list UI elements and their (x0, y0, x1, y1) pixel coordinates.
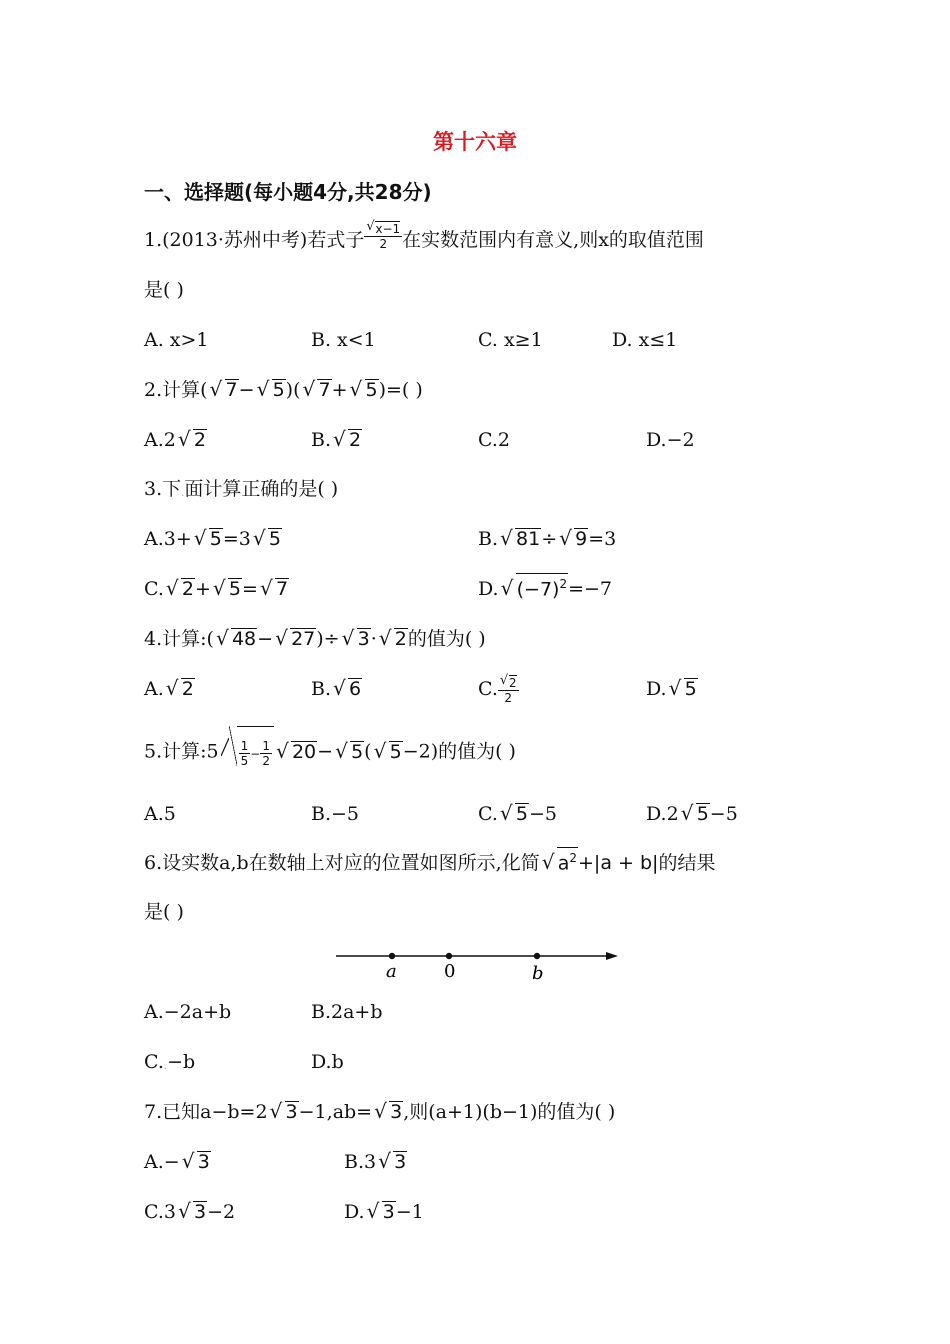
q5-option-c[interactable] (478, 796, 557, 832)
q5-option-d[interactable] (646, 796, 738, 832)
question-2-stem (144, 372, 423, 408)
q5-minus: − (317, 740, 334, 763)
number-line-figure (336, 945, 626, 985)
q3-b-radical-2: √ 9 (559, 521, 588, 557)
q6-c-pre: C. (144, 1051, 164, 1073)
number-line-arrow (606, 952, 618, 960)
q1-fraction (364, 222, 402, 251)
q4-radical-3: √ 3 (342, 621, 371, 657)
q2-radical-3: √ 7 (302, 372, 331, 408)
question-3-stem (144, 471, 338, 507)
q5-radical-1: √ 20 (276, 727, 317, 777)
q6-option-d[interactable]: D.b (311, 1051, 344, 1073)
q1-option-c[interactable]: C. x≥1 (478, 329, 543, 351)
q4-a-pre: A. (144, 678, 164, 700)
q7-mid: −1,ab= (298, 1101, 373, 1123)
page-title: 第十六章 (433, 130, 517, 154)
q4-b-radical: √ 6 (333, 671, 362, 707)
q2-a-pre: A.2 (144, 429, 176, 451)
q5-paren: ( (364, 740, 372, 763)
q4-suffix: 的值为( ) (407, 628, 486, 650)
q5-option-b[interactable]: B.−5 (311, 803, 360, 825)
q5-option-a[interactable]: A.5 (144, 803, 176, 825)
q6-option-b[interactable]: B.2a+b (311, 1001, 383, 1023)
q6-radical (542, 845, 578, 881)
q2-plus: + (331, 379, 348, 401)
q2-prefix: 2.计算( (144, 379, 208, 401)
q5-big-radical: $\frac{1}{5}$ − $\frac{1}{2}$ (219, 726, 274, 779)
q6-suffix: 的结果 (658, 852, 716, 874)
q6-c-body: −b (167, 1051, 196, 1073)
q5-d-pre: D.2 (646, 803, 679, 825)
q4-dot: · (370, 628, 377, 650)
q4-prefix: 4.计算:( (144, 628, 214, 650)
q3-a-pre: A.3+ (144, 528, 192, 550)
q5-fraction-1: $\frac{1}{5}$ (240, 738, 249, 768)
q1-option-b[interactable]: B. x<1 (311, 329, 376, 351)
q3-b-pre: B. (478, 528, 499, 550)
q7-a-radical: √ 3 (182, 1144, 211, 1180)
point-b (534, 953, 540, 959)
q1-suffix: 在实数范围内有意义,则x的取值范围 (402, 229, 704, 251)
q1-frac-num: x−1 (375, 222, 401, 236)
q7-radical-2: √ 3 (374, 1094, 403, 1130)
q6-option-c[interactable] (144, 1044, 195, 1080)
question-5-stem (144, 726, 516, 776)
q4-d-pre: D. (646, 678, 667, 700)
q1-prefix: 1.(2013·苏州中考)若式子 (144, 229, 365, 251)
q4-radical-1: √ 48 (216, 621, 257, 657)
q6-prefix: 6.设实数a,b在数轴上对应的位置如图所示,化简 (144, 852, 540, 874)
scan-mark-2: · (163, 1064, 168, 1075)
q7-d-pre: D. (344, 1201, 365, 1223)
q7-b-radical: √ 3 (378, 1144, 407, 1180)
q3-option-d[interactable] (478, 571, 612, 607)
q7-c-radical: √ 3 (178, 1194, 207, 1230)
q6-abs: +|a + b| (578, 852, 659, 874)
q7-c-pre: C.3 (144, 1201, 176, 1223)
q2-radical-1: √ 7 (210, 372, 239, 408)
q4-minus: − (257, 628, 274, 650)
q4-a-radical: √ 2 (166, 671, 195, 707)
question-6-line2: 是( ) (144, 901, 184, 923)
q7-suffix: ,则(a+1)(b−1)的值为( ) (403, 1101, 616, 1123)
q4-c-pre: C. (478, 678, 498, 700)
q3-c-pre: C. (144, 578, 164, 600)
q3-a-radical-2: √ 5 (253, 521, 282, 557)
q3-option-c[interactable] (144, 571, 289, 607)
q7-option-c[interactable] (144, 1194, 235, 1230)
q7-d-tail: −1 (395, 1201, 424, 1223)
q2-b-radical: √ 2 (333, 422, 362, 458)
q2-option-d[interactable]: D.−2 (646, 429, 695, 451)
q4-c-fraction (498, 676, 519, 705)
q5-c-pre: C. (478, 803, 498, 825)
q3-c-plus: + (195, 578, 211, 600)
axis-label-b: b (532, 963, 544, 984)
q3-c-radical-1: √ 2 (166, 571, 195, 607)
q3-d-eq: =−7 (568, 578, 613, 600)
q7-prefix: 7.已知a−b=2 (144, 1101, 268, 1123)
q5-suffix: −2)的值为( ) (402, 740, 516, 763)
q4-option-a[interactable] (144, 671, 195, 707)
q2-mid: )( (285, 379, 301, 401)
q4-option-c[interactable] (478, 666, 519, 712)
q5-fraction-2: $\frac{1}{2}$ (262, 738, 270, 768)
point-zero (446, 953, 452, 959)
q5-radical-3: √ 5 (374, 727, 403, 777)
q2-suffix: )=( ) (378, 379, 423, 401)
q3-option-a[interactable] (144, 521, 282, 557)
question-1-line2: 是( ) (144, 279, 184, 301)
q4-b-pre: B. (311, 678, 332, 700)
q7-a-pre: A.− (144, 1151, 180, 1173)
question-6-stem (144, 845, 715, 881)
q4-mid: )÷ (316, 628, 340, 650)
q7-option-a[interactable] (144, 1144, 211, 1180)
q4-option-b[interactable] (311, 671, 362, 707)
q7-d-radical: √ 3 (367, 1194, 396, 1230)
q6-exponent: 2 (569, 850, 577, 865)
q5-c-tail: −5 (529, 803, 558, 825)
q6-radicand: a (557, 852, 570, 874)
question-7-stem (144, 1094, 615, 1130)
q3-d-radical (501, 571, 568, 607)
q3-b-div: ÷ (541, 528, 558, 550)
q6-option-a[interactable]: A.−2a+b (144, 1001, 232, 1023)
q5-d-radical: √ 5 (681, 796, 710, 832)
q2-radical-4: √ 5 (350, 372, 379, 408)
q3-a-eq: =3 (222, 528, 251, 550)
q5-radical-2: √ 5 (335, 727, 364, 777)
q4-radical-2: √ 27 (275, 621, 316, 657)
question-1-stem (144, 222, 704, 258)
q1-option-a[interactable]: A. x>1 (144, 329, 209, 351)
q1-option-d[interactable]: D. x≤1 (612, 329, 678, 351)
q3-c-radical-3: √ 7 (260, 571, 289, 607)
q3-d-exponent: 2 (559, 576, 568, 591)
q3-b-radical-1: √ 81 (500, 521, 541, 557)
q2-a-radical: √ 2 (178, 422, 207, 458)
q5-prefix: 5.计算:5 (144, 740, 219, 763)
scan-mark: · (181, 491, 185, 502)
q2-radical-2: √ 5 (257, 372, 286, 408)
q7-c-tail: −2 (207, 1201, 236, 1223)
q3-c-radical-2: √ 5 (213, 571, 242, 607)
q4-d-radical: √ 5 (669, 671, 698, 707)
q3-b-eq: =3 (588, 528, 617, 550)
q2-minus: − (238, 379, 255, 401)
section-heading: 一、选择题(每小题4分,共28分) (144, 180, 432, 204)
q3-option-b[interactable] (478, 521, 616, 557)
q4-radical-4: √ 2 (379, 621, 408, 657)
q7-b-pre: B.3 (344, 1151, 377, 1173)
q3-stem-b: 面计算正确的是( ) (184, 478, 339, 500)
q3-d-pre: D. (478, 578, 499, 600)
q2-option-c[interactable]: C.2 (478, 429, 510, 451)
point-a (389, 953, 395, 959)
axis-label-a: a (386, 961, 397, 982)
q3-c-eq: = (242, 578, 258, 600)
q5-c-radical: √ 5 (500, 796, 529, 832)
axis-label-zero: 0 (444, 961, 456, 982)
q2-option-a[interactable] (144, 422, 207, 458)
q1-frac-den: 2 (379, 237, 388, 251)
q3-d-radicand: (−7) (516, 578, 560, 600)
q5-d-tail: −5 (709, 803, 738, 825)
q7-radical-1: √ 3 (270, 1094, 299, 1130)
q7-option-b[interactable] (344, 1144, 407, 1180)
q2-b-pre: B. (311, 429, 332, 451)
q2-option-b[interactable] (311, 422, 362, 458)
q4-c-num: 2 (508, 675, 517, 690)
q4-c-den: 2 (504, 690, 513, 705)
q4-option-d[interactable] (646, 671, 698, 707)
question-4-stem (144, 621, 486, 657)
q3-stem-a: 3.下 (144, 478, 182, 500)
q3-a-radical-1: √ 5 (194, 521, 223, 557)
q7-option-d[interactable] (344, 1194, 424, 1230)
